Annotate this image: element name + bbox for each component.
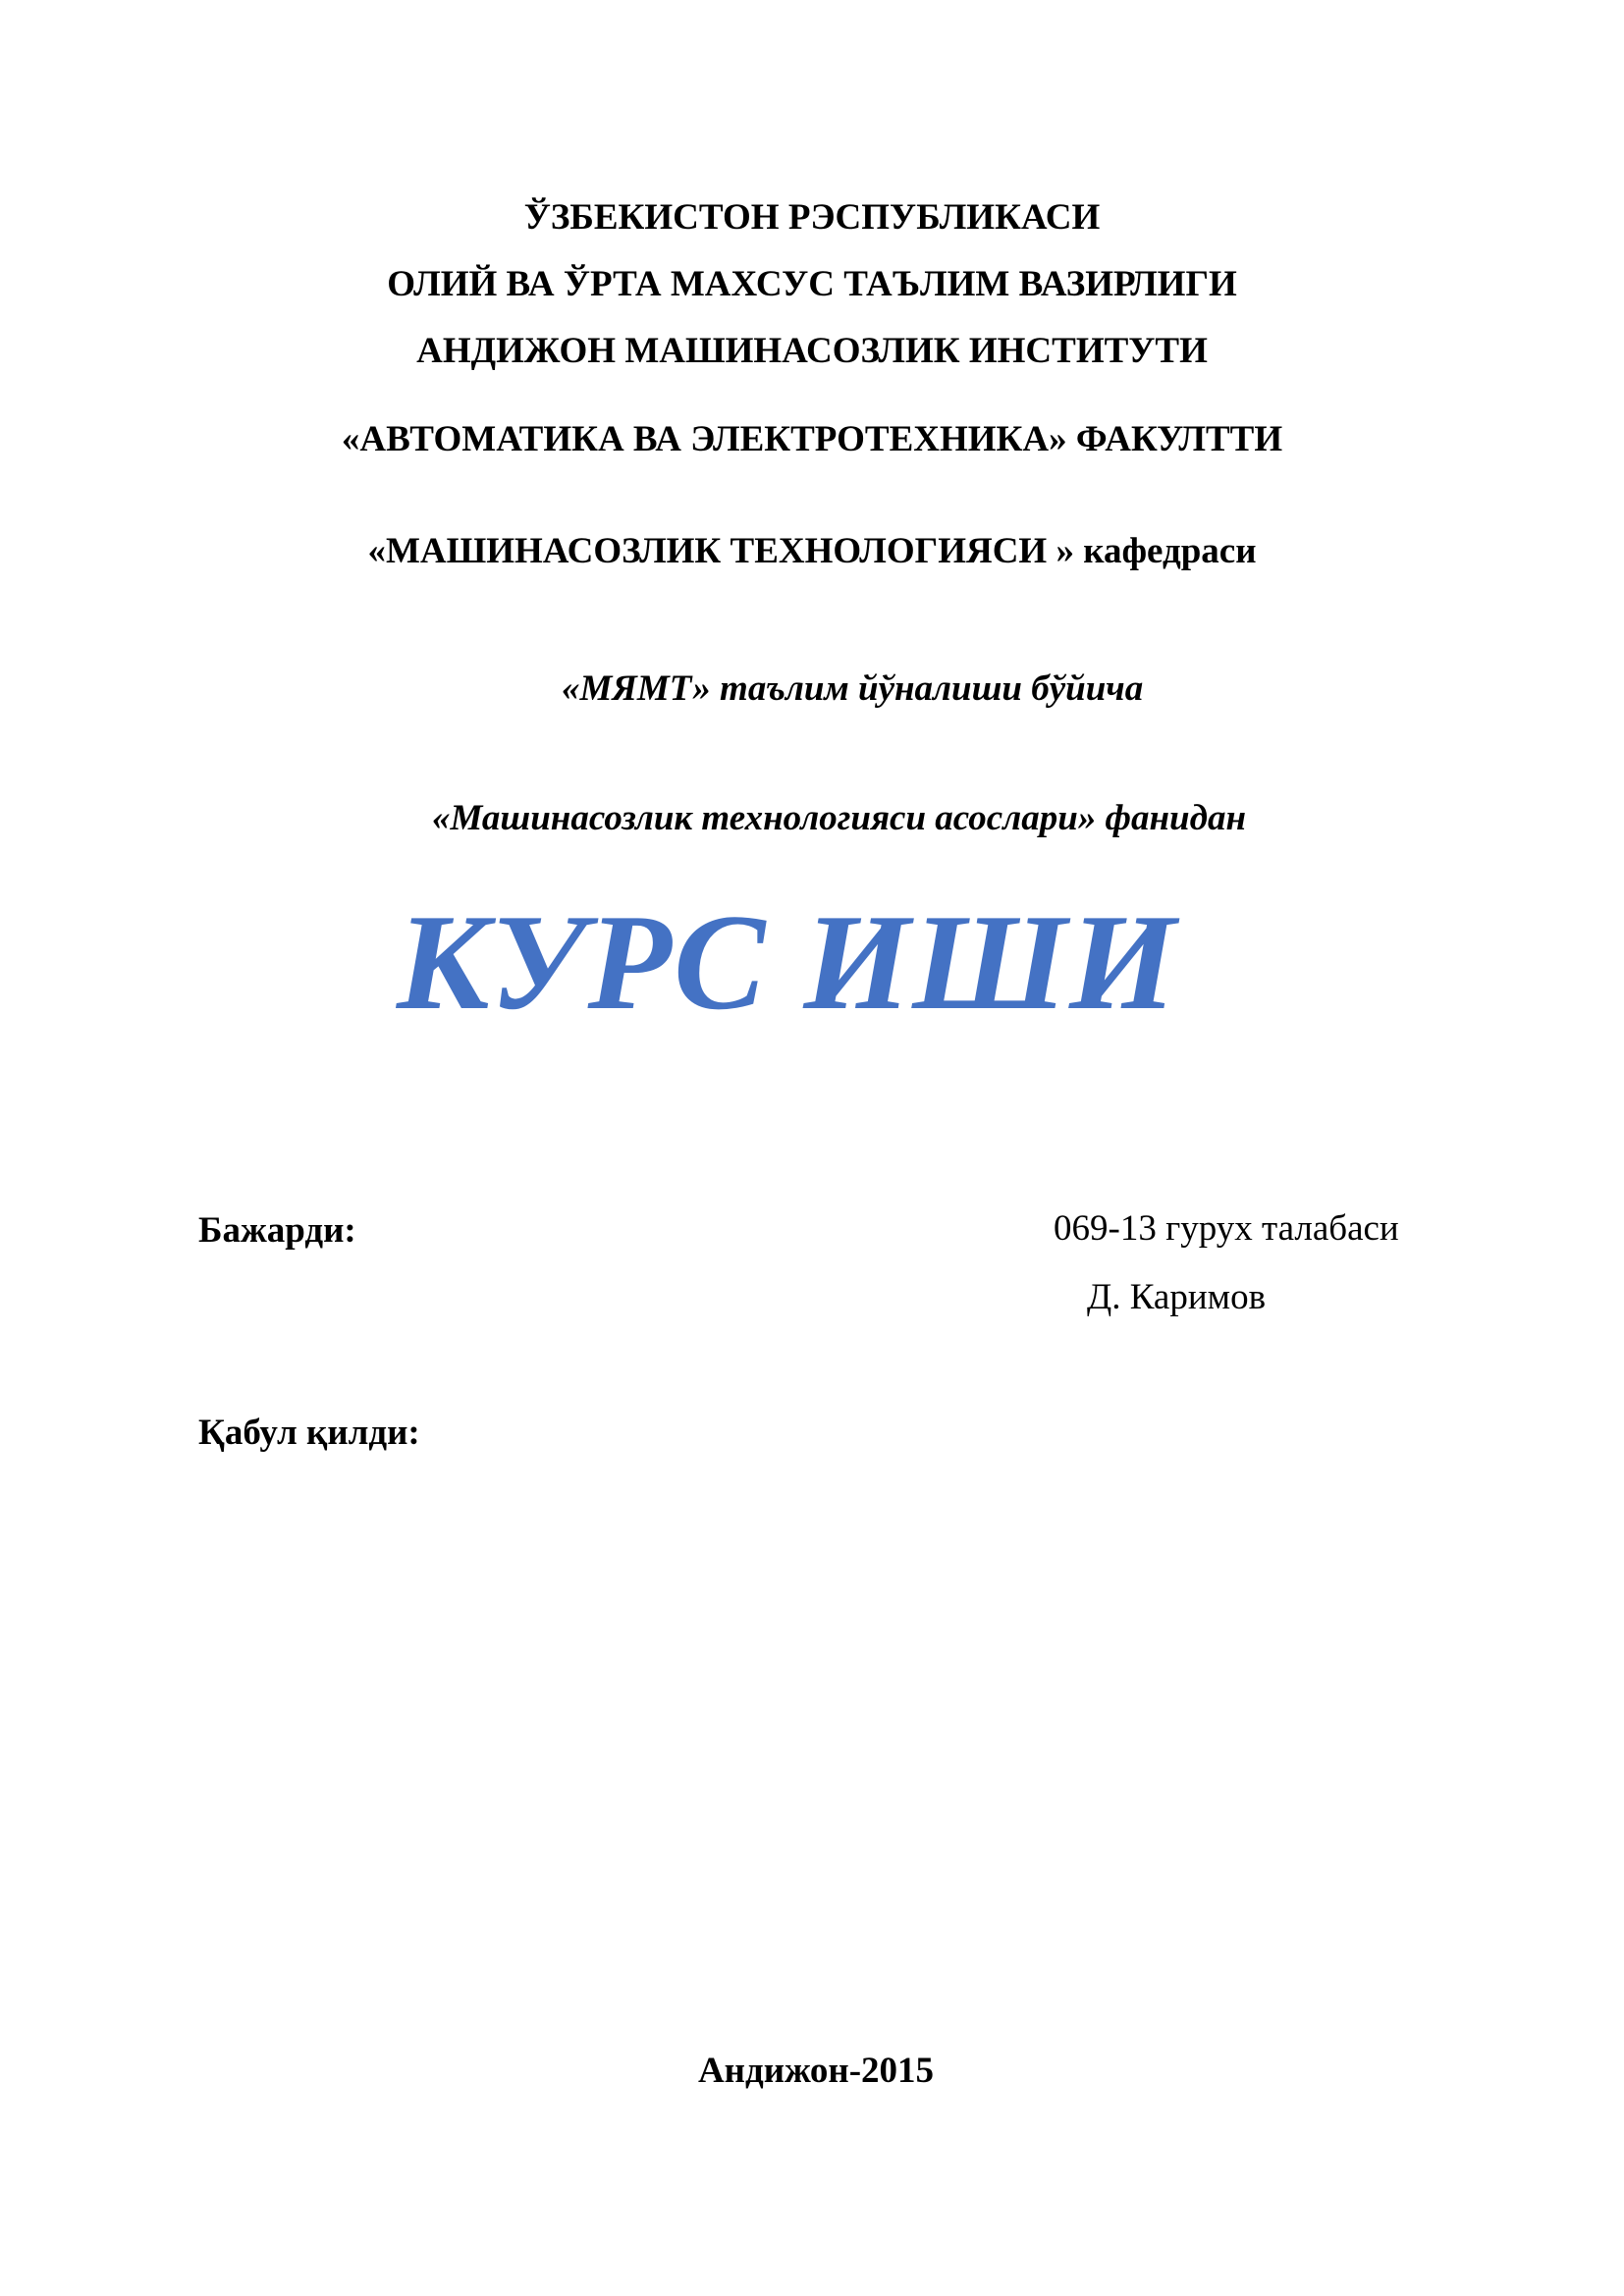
department-suffix: кафедраси: [1073, 531, 1257, 571]
study-direction: «МЯМТ» таълим йўналиши бўйича: [562, 668, 1144, 709]
place-and-year: Андижон-2015: [697, 2051, 935, 2091]
header-ministry: ОЛИЙ ВА ЎРТА МАХСУС ТАЪЛИМ ВАЗИРЛИГИ: [387, 264, 1237, 304]
subject-line: «Машинасозлик технологияси асослари» фанидан: [432, 798, 1247, 838]
performer-group: 069-13 гурух талабаси: [1054, 1208, 1399, 1249]
document-title: КУРС ИШИ: [397, 886, 1178, 1039]
department-name: «МАШИНАСОЗЛИК ТЕХНОЛОГИЯСИ »: [367, 531, 1074, 571]
performer-name: Д. Каримов: [1087, 1277, 1267, 1317]
header-republic: ЎЗБЕКИСТОН РЭСПУБЛИКАСИ: [523, 197, 1101, 238]
header-faculty: «АВТОМАТИКА ВА ЭЛЕКТРОТЕХНИКА» ФАКУЛТТИ: [341, 419, 1283, 459]
header-department: [0, 530, 1624, 572]
performer-label: Бажарди:: [198, 1210, 356, 1251]
reviewer-label: Қабул қилди:: [198, 1413, 420, 1453]
header-institute: АНДИЖОН МАШИНАСОЗЛИК ИНСТИТУТИ: [416, 331, 1208, 371]
